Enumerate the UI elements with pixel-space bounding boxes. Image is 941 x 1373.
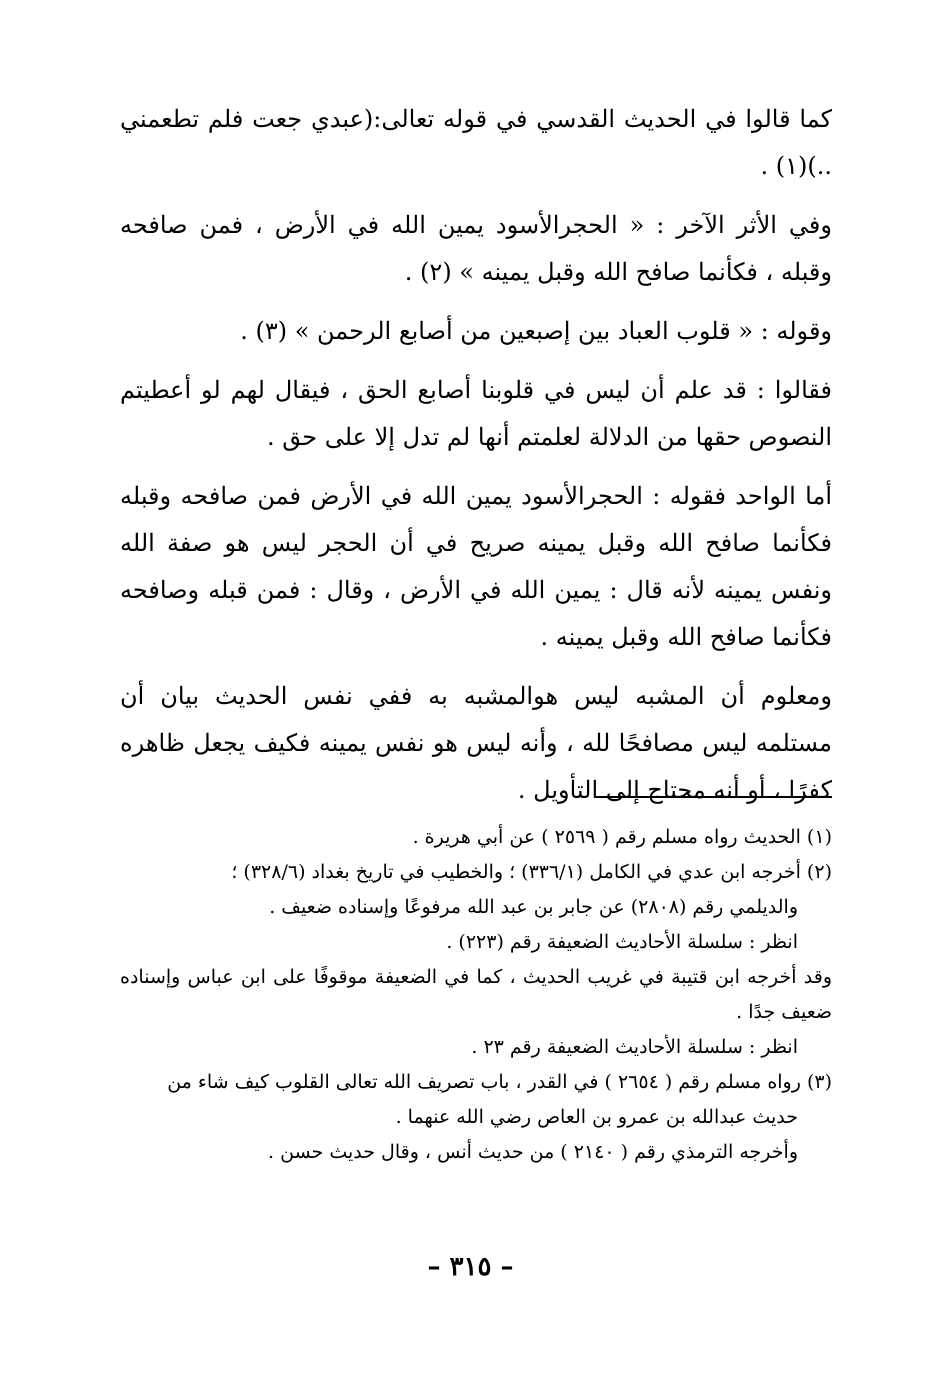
footnote-2-last: انظر : سلسلة الأحاديث الضعيفة رقم ٢٣ .	[471, 1036, 798, 1058]
main-text	[120, 96, 832, 826]
paragraph-6: ومعلوم أن المشبه ليس هوالمشبه به ففي نفس الحديث بيان أن مستلمه ليس مصافحًا لله ، وأنه ليس هو نفس يمينه فكيف يجعل ظاهره كفرًا ، أو أنه محتاج إلى التأويل .	[120, 682, 832, 804]
paragraph-2: وفي الأثر الآخر : « الحجرالأسود يمين الله في الأرض ، فمن صافحه وقبله ، فكأنما صافح الله وقبل يمينه » (٢) .	[120, 211, 832, 286]
footnote-3-line-3: وأخرجه الترمذي رقم ( ٢١٤٠ ) من حديث أنس ، وقال حديث حسن .	[268, 1141, 798, 1163]
paragraph-5: أما الواحد فقوله : الحجرالأسود يمين الله في الأرض فمن صافحه وقبله فكأنما صافح الله وقبل يمينه صريح في أن الحجر ليس هو صفة الله ونفس يمينه لأنه قال : يمين الله في الأرض ، وقال : فمن قبله وصافحه فكأنما صافح الله وقبل يمينه .	[120, 482, 832, 651]
footnote-2-line-2: والديلمي رقم (٢٨٠٨) عن جابر بن عبد الله مرفوعًا وإسناده ضعيف .	[269, 896, 798, 918]
footnote-3-line-2: حديث عبدالله بن عمرو بن العاص رضي الله عنهما .	[395, 1106, 798, 1128]
footnote-1-text: (١) الحديث رواه مسلم رقم ( ٢٥٦٩ ) عن أبي هريرة .	[412, 826, 832, 848]
paragraph-4: فقالوا : قد علم أن ليس في قلوبنا أصابع الحق ، فيقال لهم لو أعطيتم النصوص حقها من الدلالة لعلمتم أنها لم تدل إلا على حق .	[120, 376, 832, 451]
footnote-3-line-1: (٣) رواه مسلم رقم ( ٢٦٥٤ ) في القدر ، باب تصريف الله تعالى القلوب كيف شاء من	[167, 1071, 832, 1093]
page-number: – ٣١٥ –	[427, 1252, 514, 1282]
footnote-separator	[596, 796, 832, 798]
footnotes	[120, 820, 832, 1170]
paragraph-3: وقوله : « قلوب العباد بين إصبعين من أصابع الرحمن » (٣) .	[240, 317, 832, 345]
paragraph-1: كما قالوا في الحديث القدسي في قوله تعالى:(عبدي جعت فلم تطعمني ..)(١) .	[120, 105, 832, 180]
footnote-2-extra: وقد أخرجه ابن قتيبة في غريب الحديث ، كما في الضعيفة موقوفًا على ابن عباس وإسناده ضعيف جدًا .	[120, 966, 832, 1023]
footnote-3	[120, 1065, 832, 1170]
footnote-2	[120, 855, 832, 1065]
footnote-2-line-3: انظر : سلسلة الأحاديث الضعيفة رقم (٢٢٣) .	[446, 931, 798, 953]
footnote-1	[120, 820, 832, 855]
footnote-2-line-1: (٢) أخرجه ابن عدي في الكامل (٣٣٦/١) ؛ والخطيب في تاريخ بغداد (٣٢٨/٦) ؛	[231, 861, 832, 883]
